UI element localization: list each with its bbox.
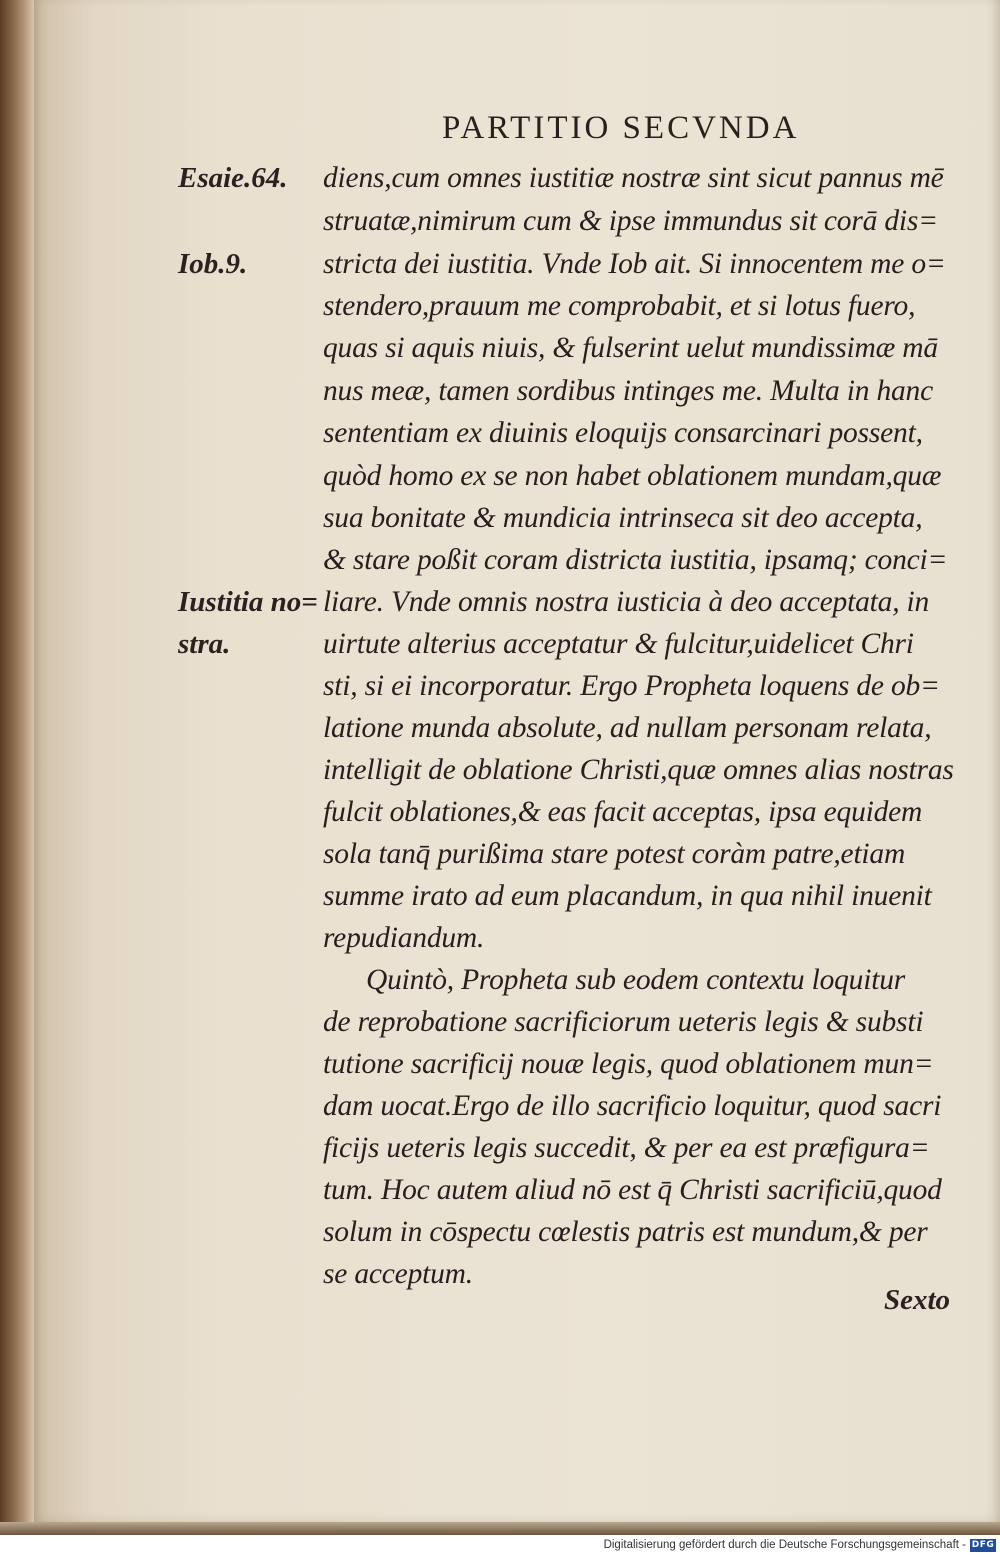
text-line: latione munda absolute, ad nullam personam relata,: [323, 712, 932, 744]
footer-bar: [0, 1535, 1000, 1557]
text-line: tum. Hoc autem aliud nō est q̄ Christi sacrificiū,quod: [323, 1174, 942, 1206]
text-line: fulcit oblationes,& eas facit acceptas, ipsa equidem: [323, 796, 923, 828]
text-line: ficijs ueteris legis succedit, & per ea est præfigura=: [323, 1132, 930, 1164]
footer-credit-text: Digitalisierung gefördert durch die Deutsche Forschungsgemeinschaft -: [603, 1539, 966, 1551]
text-line: repudiandum.: [323, 922, 485, 954]
text-line: se acceptum.: [323, 1258, 473, 1290]
book-binding: [0, 0, 34, 1535]
text-line: quas si aquis niuis, & fulserint uelut mundissimæ mā: [323, 332, 938, 364]
dfg-logo: DFG: [971, 1540, 995, 1550]
text-line: sua bonitate & mundicia intrinseca sit deo accepta,: [323, 502, 923, 534]
margin-note: Iob.9.: [178, 248, 248, 280]
text-line: sola tanq̄ purißima stare potest coràm patre,etiam: [323, 838, 906, 870]
margin-note: Iustitia no=: [178, 586, 318, 618]
running-head: PARTITIO SECVNDA: [442, 110, 800, 146]
text-line: stendero,prauum me comprobabit, et si lotus fuero,: [323, 290, 916, 322]
text-line: solum in cōspectu cœlestis patris est mundum,& per: [323, 1216, 928, 1248]
text-line: de reprobatione sacrificiorum ueteris legis & substi: [323, 1006, 924, 1038]
text-line: diens,cum omnes iustitiæ nostræ sint sicut pannus mē: [323, 162, 944, 194]
text-line: dam uocat.Ergo de illo sacrificio loquitur, quod sacri: [323, 1090, 942, 1122]
text-line: summe irato ad eum placandum, in qua nihil inuenit: [323, 880, 932, 912]
text-line: uirtute alterius acceptatur & fulcitur,uidelicet Chri: [323, 628, 914, 660]
margin-note: stra.: [178, 628, 231, 660]
text-line: quòd homo ex se non habet oblationem mundam,quæ: [323, 460, 942, 492]
text-line: struatæ,nimirum cum & ipse immundus sit corā dis=: [323, 205, 938, 237]
text-line: nus meæ, tamen sordibus intinges me. Multa in hanc: [323, 375, 934, 407]
text-line: & stare poßit coram districta iustitia, ipsamq; conci=: [323, 544, 948, 576]
catchword: Sexto: [884, 1284, 951, 1316]
text-line: intelligit de oblatione Christi,quæ omnes alias nostras: [323, 754, 954, 786]
margin-note: Esaie.64.: [178, 162, 288, 194]
text-line: Quintò, Propheta sub eodem contextu loquitur: [366, 964, 906, 996]
page-edge: [0, 1522, 1000, 1535]
text-line: tutione sacrificij nouæ legis, quod oblationem mun=: [323, 1048, 934, 1080]
text-line: sententiam ex diuinis eloquijs consarcinari possent,: [323, 417, 923, 449]
text-line: stricta dei iustitia. Vnde Iob ait. Si innocentem me o=: [323, 248, 946, 280]
text-line: sti, si ei incorporatur. Ergo Propheta loquens de ob=: [323, 670, 940, 702]
text-line: liare. Vnde omnis nostra iusticia à deo acceptata, in: [323, 586, 930, 618]
